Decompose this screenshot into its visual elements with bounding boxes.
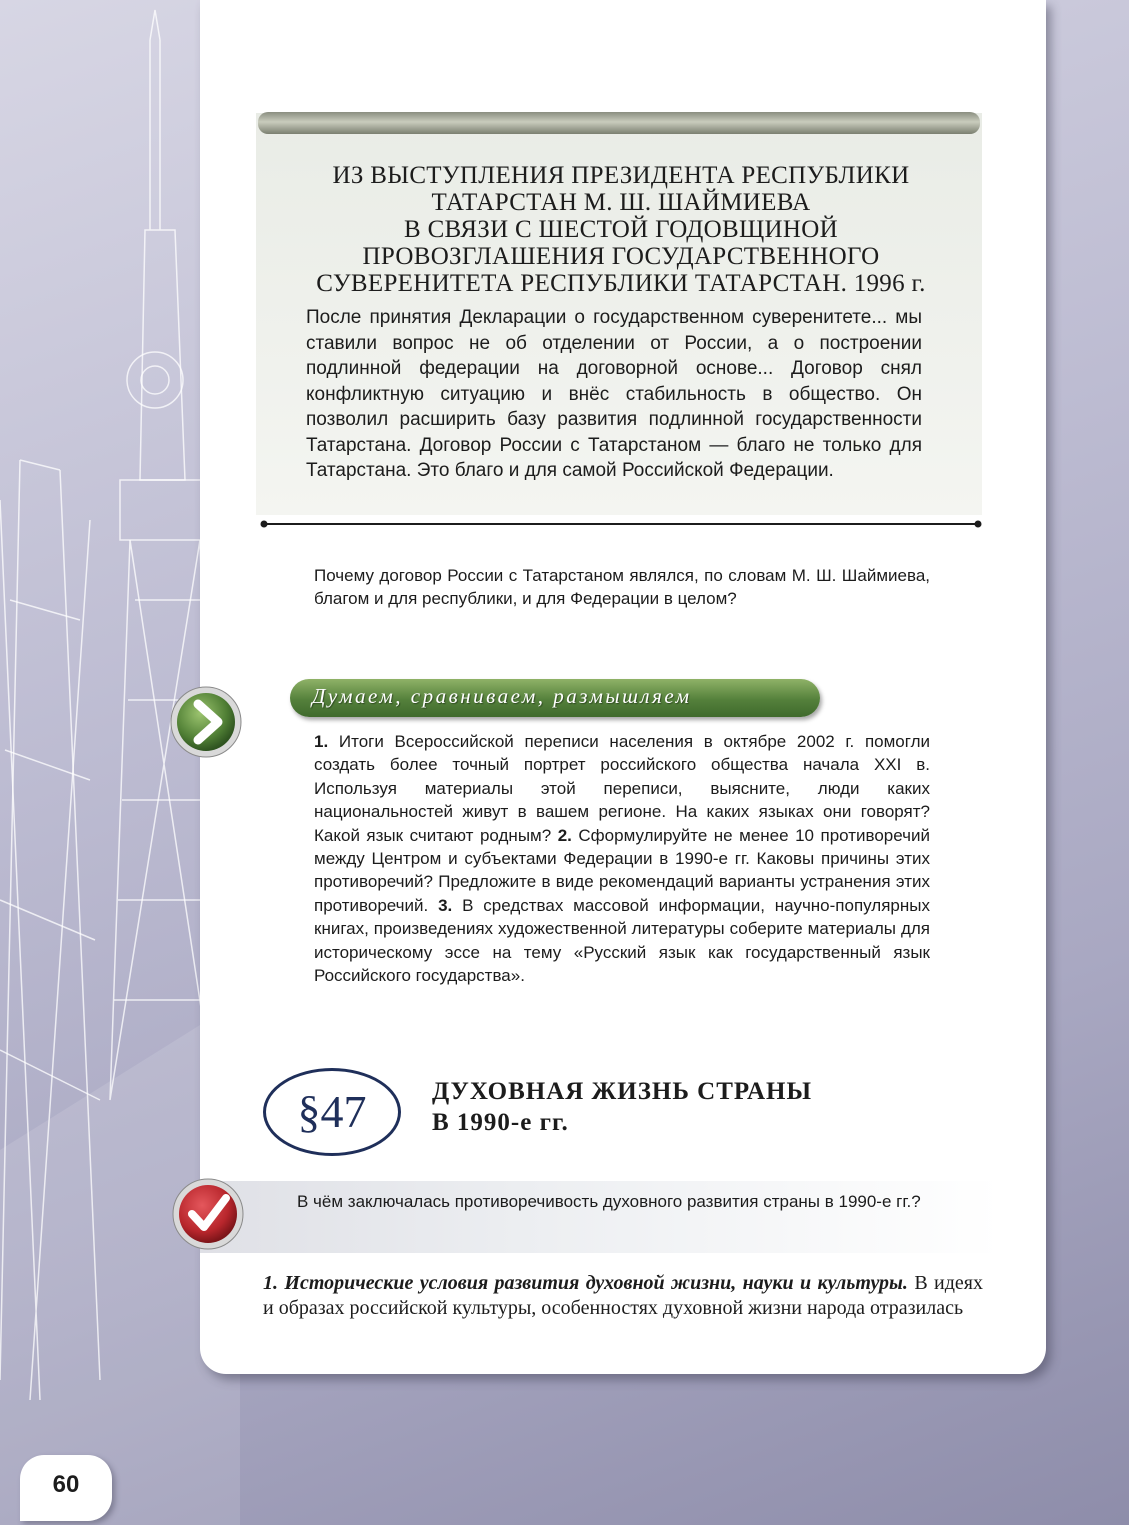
document-question: Почему договор России с Татарстаном являлся, по словам М. Ш. Шаймиева, благом и для республики, и для Федерации в целом? xyxy=(314,566,930,608)
page-number-tab xyxy=(20,1455,112,1521)
document-title xyxy=(276,162,966,297)
think-tasks xyxy=(314,730,930,987)
task-number: 3. xyxy=(438,895,453,915)
think-compare-title: Думаем, сравниваем, размышляем xyxy=(312,684,692,708)
paragraph-lead: 1. Исторические условия развития духовной жизни, науки и культуры. xyxy=(263,1272,908,1294)
document-title-line: В СВЯЗИ С ШЕСТОЙ ГОДОВЩИНОЙ xyxy=(404,216,838,243)
document-title-line: СУВЕРЕНИТЕТА РЕСПУБЛИКИ ТАТАРСТАН. 1996 г. xyxy=(316,270,926,297)
section-number-badge xyxy=(263,1068,401,1156)
checkmark-icon xyxy=(170,1176,246,1252)
section-divider xyxy=(258,518,984,530)
key-question: В чём заключалась противоречивость духовного развития страны в 1990-е гг.? xyxy=(297,1192,921,1211)
paragraph-text: В идеях и образах российской культуры, особенностях духовной жизни народа отразилась xyxy=(263,1272,984,1319)
body-paragraph xyxy=(263,1271,983,1320)
scroll-rod xyxy=(258,112,980,134)
document-title-line: ПРОВОЗГЛАШЕНИЯ ГОСУДАРСТВЕННОГО xyxy=(362,243,880,270)
document-title-line: ТАТАРСТАН М. Ш. ШАЙМИЕВА xyxy=(431,189,811,216)
document-title-line: ИЗ ВЫСТУПЛЕНИЯ ПРЕЗИДЕНТА РЕСПУБЛИКИ xyxy=(332,162,910,189)
section-title-line: В 1990-е гг. xyxy=(432,1109,569,1136)
task-number: 2. xyxy=(557,825,572,845)
task-number: 1. xyxy=(314,732,329,751)
section-title-line: ДУХОВНАЯ ЖИЗНЬ СТРАНЫ xyxy=(432,1078,812,1105)
arrow-right-icon xyxy=(168,684,244,760)
think-compare-banner xyxy=(290,679,820,717)
task-text: Сформулируйте не менее 10 противоречий между Центром и субъектами Федерации в 1990-е гг. Каковы причины этих противоречий? Предложите в виде рекомендаций варианты устранения этих противоречий. xyxy=(314,825,931,915)
page-number: 60 xyxy=(52,1471,80,1498)
section-title xyxy=(432,1076,952,1138)
task-text: В средствах массовой информации, научно-популярных книгах, произведениях художественной литературы соберите материалы для историческому эссе на тему «Русский язык как государственный язык Российского государства». xyxy=(314,895,930,986)
document-quote-text: После принятия Декларации о государственном суверенитете... мы ставили вопрос не об отделении от России, а о построении подлинной федерации на договорной основе... Договор снял конфликтную ситуацию и внёс стабильность в общество. Он позволил расширить базу развития подлинной государственности Татарстана. Договор России с Татарстаном — благо не только для Татарстана. Это благо и для самой Российской Федерации. xyxy=(306,307,922,481)
task-text: Итоги Всероссийской переписи населения в октябре 2002 г. помогли создать более точный портрет российского общества начала XXI в. Используя материалы этой переписи, выясните, люди каких национальностей живут в вашем регионе. На каких языках они говорят? Какой язык считают родным? xyxy=(314,732,930,845)
section-number: §47 xyxy=(297,1086,367,1137)
